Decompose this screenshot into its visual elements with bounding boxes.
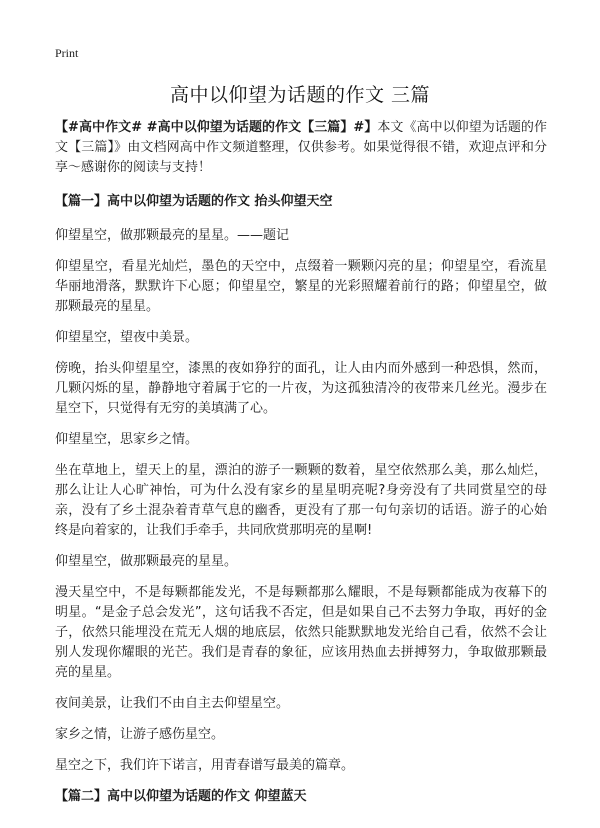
paragraph: 星空之下，我们许下诺言，用青春谱写最美的篇章。: [55, 758, 355, 773]
page-title: 高中以仰望为话题的作文 三篇: [169, 84, 431, 106]
document-body: [55, 118, 547, 821]
print-label: Print: [55, 46, 79, 60]
paragraph: 夜间美景，让我们不由自主去仰望星空。: [55, 696, 290, 711]
paragraph: 仰望星空，做那颗最亮的星星。: [55, 554, 238, 569]
intro-paragraph: [55, 118, 547, 178]
paragraph: 傍晚，抬头仰望星空，漆黑的夜如狰狞的面孔，让人由内而外感到一种恐惧，然而，几颗闪烁的星，静静地守着属于它的一片夜，为这孤独清冷的夜带来几丝光。漫步在星空下，只觉得有无穷的美填满了心。: [55, 361, 547, 416]
section-heading-1: 【篇一】高中以仰望为话题的作文 抬头仰望天空: [55, 194, 333, 209]
paragraph: 漫天星空中，不是每颗都能发光，不是每颗都那么耀眼，不是每颗都能成为夜幕下的明星。“是金子总会发光”，这句话我不否定，但是如果自己不去努力争取，再好的金子，依然只能埋没在荒无人烟的地底层，依然只能默默地发光给自己看，依然不会让别人发现你耀眼的光芒。我们是青春的象征，应该用热血去拼搏努力，争取做那颗最亮的星星。: [55, 585, 547, 680]
paragraph: 仰望星空，看星光灿烂，墨色的天空中，点缀着一颗颗闪亮的星；仰望星空，看流星华丽地滑落，默默许下心愿；仰望星空，繁星的光彩照耀着前行的路；仰望星空，做那颗最亮的星星。: [55, 259, 547, 314]
paragraph: 仰望星空，望夜中美景。: [55, 330, 199, 345]
paragraph: 坐在草地上，望天上的星，漂泊的游子一颗颗的数着，星空依然那么美，那么灿烂，那么让让人心旷神怡，可为什么没有家乡的星星明亮呢?身旁没有了共同赏星空的母亲，没有了乡土混杂着青草气息的幽香，更没有了那一句句亲切的话语。游子的心始终是向着家的，让我们手牵手，共同欣赏那明亮的星啊!: [55, 463, 547, 538]
section-heading-2: 【篇二】高中以仰望为话题的作文 仰望蓝天: [55, 789, 307, 804]
paragraph: 仰望星空，做那颗最亮的星星。——题记: [55, 228, 290, 243]
paragraph: 仰望星空，思家乡之情。: [55, 432, 199, 447]
intro-tags: 【#高中作文# #高中以仰望为话题的作文【三篇】#】: [55, 120, 378, 135]
intro-text: 本文《高中以仰望为话题的作文【三篇】》由文档网高中作文频道整理，仅供参考。如果觉得很不错，欢迎点评和分享～感谢你的阅读与支持！: [55, 120, 547, 175]
paragraph: 家乡之情，让游子感伤星空。: [55, 727, 225, 742]
